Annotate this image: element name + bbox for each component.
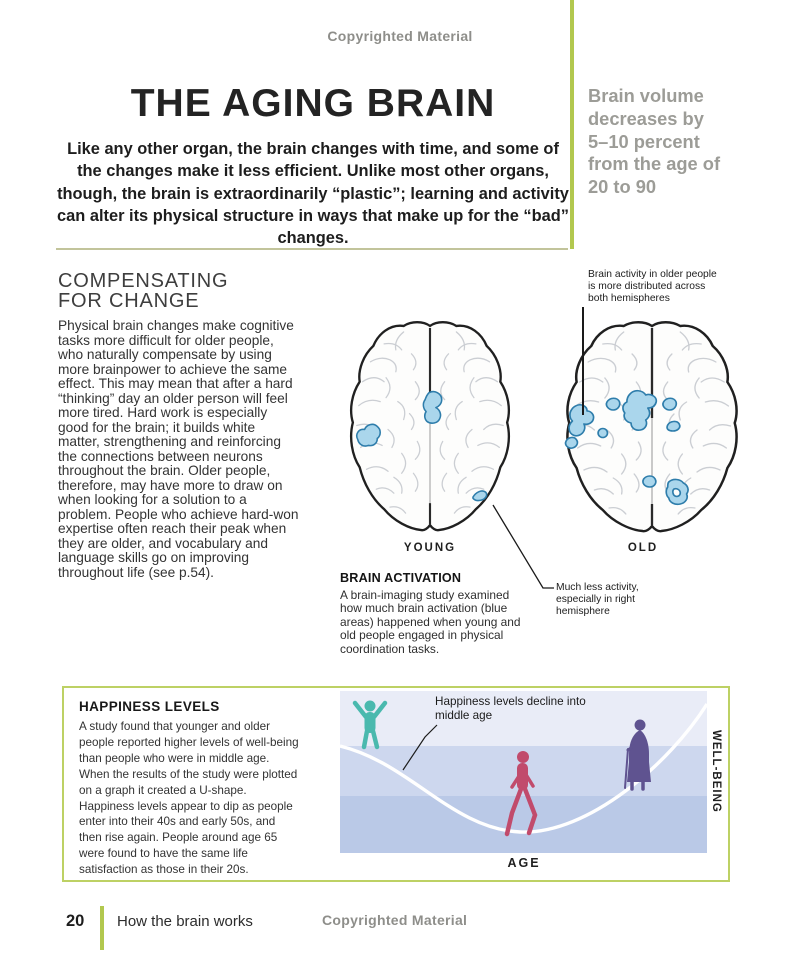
caption-title: BRAIN ACTIVATION: [340, 571, 462, 585]
young-label: YOUNG: [403, 542, 457, 554]
happiness-body: A study found that younger and older people reported higher levels of well-being than people who were in middle age. When the results of the study were plotted on a graph it created a U-shape. Happiness levels appear to dip as people enter into their 40s and early 50s, and then rise again. People around age 65 were found to have the same life satisfaction as those in their 20s.: [79, 720, 299, 877]
wellbeing-axis-label: WELL-BEING: [710, 730, 722, 813]
section-divider-rule: [56, 248, 568, 250]
section-heading: [58, 271, 318, 311]
age-axis-label: AGE: [507, 856, 541, 870]
page-title: THE AGING BRAIN: [130, 82, 496, 125]
old-label: OLD: [627, 542, 659, 554]
happiness-panel: [62, 686, 730, 882]
annotation-less-activity: Much less activity, especially in right hemisphere: [556, 582, 639, 617]
old-brain-illustration: [563, 318, 741, 534]
section-heading-line2: FOR CHANGE: [58, 290, 200, 312]
footer-accent-bar: [100, 906, 104, 950]
page-number: 20: [66, 912, 85, 930]
happiness-title: HAPPINESS LEVELS: [79, 699, 220, 714]
sidebar-fact: Brain volume decreases by 5–10 percent from the age of 20 to 90: [588, 85, 721, 198]
intro-paragraph: Like any other organ, the brain changes with time, and some of the changes make it less efficient. Unlike most other organs, though, the brain is extraordinarily “plastic”; learning and activity can alter its physical structure in ways that make up for the “bad” changes.: [57, 140, 569, 248]
copyright-watermark-top: Copyrighted Material: [327, 28, 473, 44]
copyright-watermark-bottom: Copyrighted Material: [322, 912, 468, 928]
section-heading-line1: COMPENSATING: [58, 270, 229, 292]
annotation-distributed-activity: Brain activity in older people is more distributed across both hemispheres: [588, 269, 717, 304]
section-body-text: Physical brain changes make cognitive tasks more difficult for older people, who naturally compensate by using more brainpower to achieve the same effect. This may mean that after a hard “thinking” day an older person will feel more tired. Hard work is especially good for the brain; it builds white matter, strengthening and reinforcing the connections between neurons throughout the brain. Older people, therefore, may have more to draw on when looking for a solution to a problem. People who achieve hard-won expertise often reach their peak when they are older, and vocabulary and language skills go on improving throughout life (see p.54).: [58, 318, 299, 580]
caption-body: A brain-imaging study examined how much brain activation (blue areas) happened when young and old people engaged in physical coordination tasks.: [340, 588, 521, 656]
leader-line-old-brain: [582, 307, 584, 415]
wellbeing-band-low: [340, 796, 707, 853]
happiness-annotation: Happiness levels decline into middle age: [435, 695, 586, 722]
book-title: How the brain works: [117, 913, 253, 930]
accent-bar-top-right: [570, 0, 574, 249]
